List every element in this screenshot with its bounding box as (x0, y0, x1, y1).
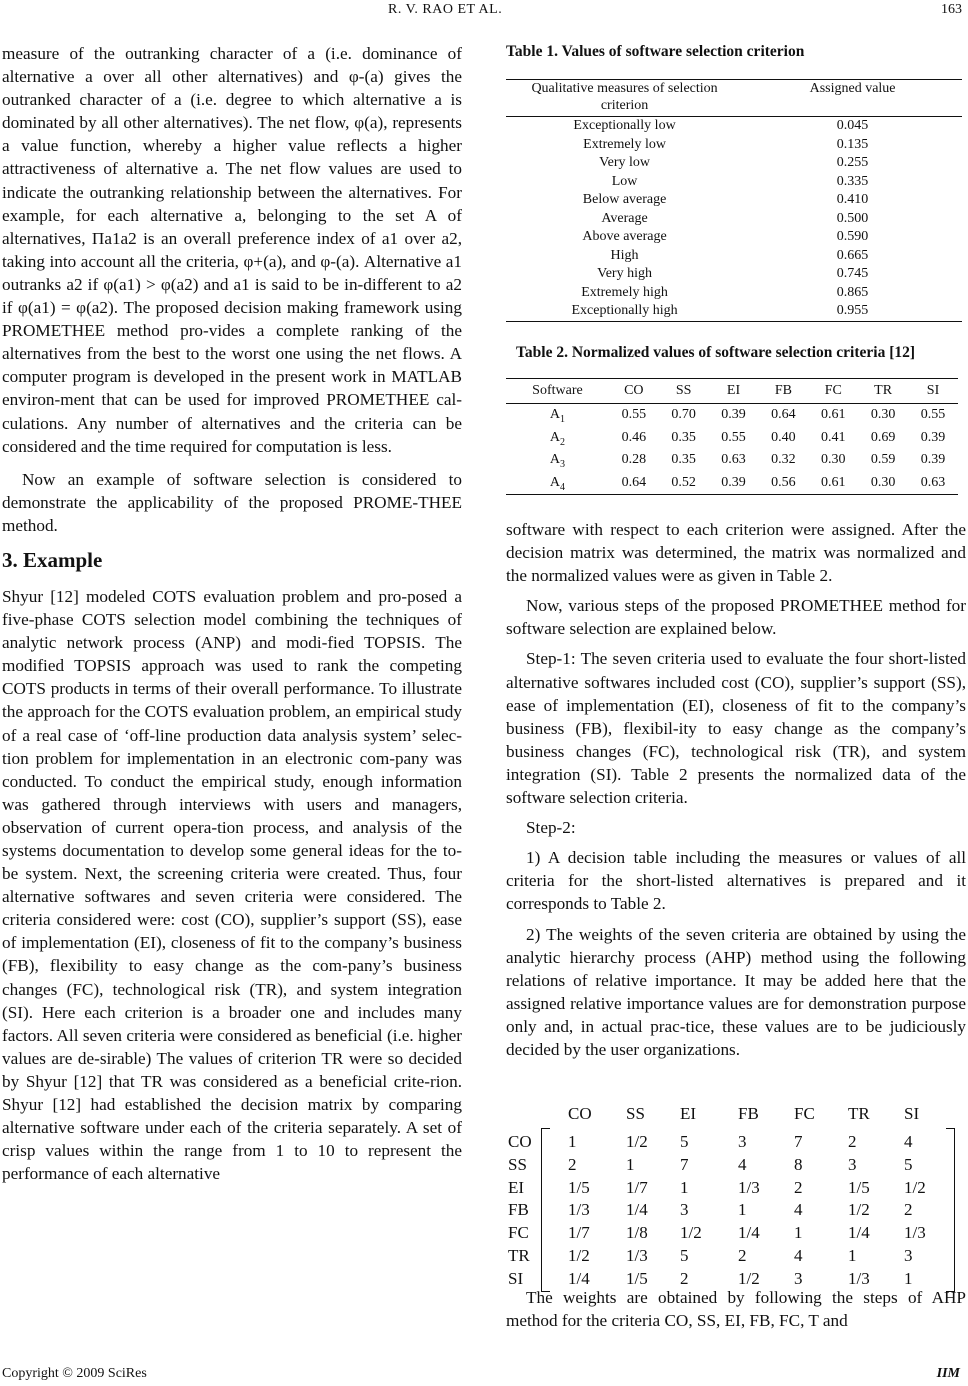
matrix-column-label: EI (680, 1104, 697, 1123)
matrix-cell: 1/2 (680, 1223, 702, 1243)
matrix-cell: 1/2 (738, 1268, 760, 1288)
matrix-cell: 5 (680, 1132, 689, 1151)
matrix-column-label: SS (626, 1104, 645, 1123)
table2-header-cell: CO (624, 383, 644, 398)
journal-abbrev: IIM (936, 1366, 960, 1381)
matrix-cell: 1/7 (626, 1177, 648, 1197)
table1-measure-cell: Very low (599, 155, 651, 170)
table2-value-cell: 0.63 (920, 474, 946, 490)
matrix-cell: 5 (904, 1154, 913, 1174)
matrix-cell: 1/4 (568, 1268, 590, 1288)
table2-header-cell: SI (926, 383, 940, 398)
matrix-cell: 1 (680, 1177, 689, 1197)
table2-value-cell: 0.59 (870, 452, 896, 468)
table1-row (506, 191, 962, 210)
table2-caption: Table 2. Normalized values of software selection criteria [12] (516, 344, 916, 361)
table1-row (506, 302, 962, 321)
table2-value-cell: 0.39 (920, 452, 946, 468)
table2-row (506, 472, 958, 495)
table2-row (506, 449, 958, 472)
table1-value-cell: 0.255 (836, 155, 869, 170)
matrix-cell: 7 (794, 1132, 803, 1151)
table2-value-cell: 0.30 (870, 407, 896, 423)
right-paragraph-3: Step-1: The seven criteria used to evaluate the four short-listed alternative softwares included cost (CO), supplier’s support (SS), ease of implementation (EI), closeness of fit to the company’s business (FB), flexibil-ity to easy change as the company’s business changes (FC), technological risk (TR), and system integration (SI). Table 2 presents the normalized data of the software selection criteria. (506, 649, 966, 808)
table2-value-cell: 0.70 (671, 407, 696, 423)
table2 (506, 378, 958, 495)
table2-value-cell: 0.39 (721, 474, 746, 490)
right-column-tail (506, 1286, 966, 1332)
matrix-row-label: CO (508, 1132, 532, 1151)
matrix-cell: 4 (794, 1246, 803, 1265)
matrix-column-label: FC (794, 1104, 815, 1123)
table1-row (506, 173, 962, 192)
matrix-column-label: SI (904, 1104, 920, 1123)
matrix-cell: 1/2 (568, 1246, 590, 1265)
page-number: 163 (941, 2, 962, 17)
running-header (0, 0, 968, 26)
matrix-cell: 1 (626, 1154, 635, 1174)
matrix-cell: 1/4 (626, 1200, 648, 1220)
matrix-cell: 1/3 (848, 1268, 870, 1288)
matrix-cell: 4 (904, 1132, 913, 1151)
matrix-cell: 1/5 (626, 1268, 648, 1288)
table1-value-cell: 0.955 (836, 303, 869, 318)
matrix-row-label: EI (508, 1177, 525, 1197)
matrix-column-label: TR (848, 1104, 870, 1123)
table1-measure-cell: Exceptionally low (573, 118, 676, 133)
table2-value-cell: 0.46 (621, 429, 647, 445)
table1-measure-cell: Exceptionally high (571, 303, 678, 318)
table1-row (506, 136, 962, 155)
right-paragraph-6: 2) The weights of the seven criteria are obtained by using the analytic hierarchy process (AHP) method using the following relations of relative importance. It may be added here that the assigned relative importance values are for demonstration purpose only and, in actual prac-tice, these values are to be judiciously decided by the user organizations. (506, 924, 966, 1059)
table2-header-row (506, 379, 958, 404)
table1-measure-cell: Below average (582, 192, 667, 207)
right-paragraph-7: The weights are obtained by following the steps of AHP method for the criteria CO, SS, EI, FB, FC, T and (506, 1288, 966, 1331)
matrix-cell: 2 (568, 1154, 577, 1174)
matrix-cell: 1/8 (626, 1223, 648, 1243)
table2-value-cell: 0.35 (671, 429, 696, 445)
table2-header-cell: EI (726, 383, 741, 398)
matrix-cell: 1/7 (568, 1223, 590, 1243)
table2-value-cell: 0.55 (621, 407, 647, 423)
table1-measure-cell: Extremely low (583, 136, 666, 152)
matrix-cell: 1/2 (848, 1200, 870, 1220)
table2-alternative-cell: $A_2$ (549, 429, 565, 448)
matrix-cell: 1/2 (904, 1177, 926, 1197)
table1-row (506, 117, 962, 136)
matrix-cell: 1/2 (626, 1132, 648, 1151)
matrix-cell: 4 (738, 1154, 747, 1174)
matrix-cell: 3 (738, 1132, 747, 1151)
right-paragraph-2: Now, various steps of the proposed PROMETHEE method for software selection are explained below. (506, 596, 966, 639)
matrix-cell: 2 (794, 1177, 803, 1197)
table1-caption: Table 1. Values of software selection criterion (506, 43, 805, 60)
table1-measure-cell: Very high (597, 266, 652, 281)
table2-value-cell: 0.39 (920, 429, 946, 445)
table2-header-cell: Software (532, 383, 583, 398)
table1-measure-cell: Extremely high (581, 284, 668, 300)
table1-measure-cell: Average (601, 210, 648, 226)
matrix-column-label: FB (738, 1104, 759, 1123)
matrix-cell: 4 (794, 1200, 803, 1220)
matrix-cell: 2 (680, 1268, 689, 1288)
table2-value-cell: 0.55 (721, 429, 746, 445)
table1-value-cell: 0.135 (836, 136, 869, 152)
left-paragraph-2: Now an example of software selection is considered to demonstrate the applicability of the proposed PROME-THEE method. (2, 469, 462, 535)
table1-row (506, 265, 962, 284)
left-paragraph-3: Shyur [12] modeled COTS evaluation problem and pro-posed a five-phase COTS selection model combining the techniques of analytic network process (ANP) and modi-fied TOPSIS. The modified TOPSIS approach was used to rank the competing COTS products in terms of their overall performance. To illustrate the approach for the COTS evaluation problem, an empirical study of a real case of ‘off-line production data analysis system’ selec-tion problem for implementation in an electronic com-pany was conducted. To conduct the empirical study, enough information was gathered through interviews with users and managers, observation of current opera-tion process, and analysis of the systems documentation to develop some general ideas for the to-be system. Next, the screening criteria were created. Thus, four alternative softwares and seven criteria were considered. The criteria considered were: cost (CO), supplier’s support (SS), ease of implementation (EI), closeness of fit to the company’s business (FB), flexibility to easy change as the com-pany’s business changes (FC), technological risk (TR), and system integration (SI). Here each criterion is a broader one and includes many factors. All seven criteria were considered as beneficial (i.e. higher values are de-sirable) The values of criterion TR were so decided by Shyur [12] that TR was considered as a beneficial crite-rion. Shyur [12] had established the decision matrix by comparing alternative software under each of the criteria separately. A set of crisp values within the range from 1 to 10 to represent the performance of each alternative (2, 586, 462, 1184)
table1-measure-cell: High (610, 247, 639, 263)
matrix-cell: 8 (794, 1154, 803, 1174)
table2-value-cell: 0.35 (671, 452, 696, 468)
table2-value-cell: 0.63 (721, 452, 746, 468)
matrix-cell: 3 (680, 1200, 689, 1220)
table1-value-cell: 0.865 (836, 284, 869, 300)
copyright-text: Copyright © 2009 SciRes (2, 1366, 147, 1381)
matrix-cell: 1/4 (848, 1223, 870, 1243)
table2-row (506, 427, 958, 450)
table2-row (506, 404, 958, 427)
table1-row (506, 228, 962, 247)
table2-value-cell: 0.40 (771, 429, 796, 445)
section-heading: 3. Example (2, 547, 103, 572)
table1-value-cell: 0.335 (836, 173, 869, 189)
table2-header-cell: FB (774, 383, 792, 398)
table1-row (506, 247, 962, 266)
table1-header-value: Assigned value (809, 81, 896, 96)
table2-header-cell: TR (874, 383, 893, 398)
table2-alternative-cell: $A_3$ (549, 452, 565, 471)
table1-value-cell: 0.045 (836, 118, 869, 133)
table2-value-cell: 0.55 (920, 407, 946, 423)
table2-alternative-cell: $A_4$ (549, 474, 565, 493)
table2-value-cell: 0.64 (621, 474, 647, 490)
table2-value-cell: 0.52 (671, 474, 696, 490)
matrix-right-bracket (946, 1128, 955, 1292)
table1-value-cell: 0.500 (836, 210, 869, 226)
table1-measure-cell: Above average (582, 229, 667, 244)
right-paragraph-5: 1) A decision table including the measures or values of all criteria for the short-listed alternatives is prepared and it corresponds to Table 2. (506, 848, 966, 914)
right-column (506, 518, 966, 1061)
table1-value-cell: 0.410 (836, 192, 869, 207)
matrix-cell: 1/5 (848, 1177, 870, 1197)
matrix-cell: 1 (738, 1200, 747, 1220)
table1-value-cell: 0.665 (836, 247, 869, 263)
matrix-cell: 3 (794, 1268, 803, 1288)
matrix-column-label: CO (568, 1104, 592, 1123)
matrix-left-bracket (541, 1128, 550, 1292)
table1-header-row (506, 80, 962, 117)
matrix-cell: 1/4 (738, 1223, 760, 1243)
matrix-cell: 7 (680, 1154, 689, 1174)
matrix-cell: 1/3 (626, 1246, 648, 1265)
table1 (506, 79, 962, 322)
table1-value-cell: 0.745 (836, 266, 869, 281)
table2-value-cell: 0.32 (771, 452, 796, 468)
table2-alternative-cell: $A_1$ (549, 407, 565, 426)
table2-header-cell: FC (824, 383, 842, 398)
table1-header-measure: Qualitative measures of selection criterion (531, 81, 718, 113)
matrix-cell: 1/3 (738, 1177, 760, 1197)
matrix-cell: 3 (848, 1154, 857, 1174)
table2-value-cell: 0.56 (771, 474, 796, 490)
matrix-cell: 3 (904, 1246, 913, 1265)
table2-value-cell: 0.30 (870, 474, 896, 490)
table2-value-cell: 0.30 (821, 452, 846, 468)
left-column (2, 42, 462, 1185)
table1-measure-cell: Low (611, 173, 638, 189)
matrix-row-label: FC (508, 1223, 529, 1243)
matrix-row-label: SI (508, 1268, 524, 1288)
running-head-authors: R. V. RAO ET AL. (388, 2, 503, 17)
matrix-cell: 2 (848, 1132, 857, 1151)
table2-value-cell: 0.28 (621, 452, 647, 468)
matrix-cell: 1 (568, 1132, 577, 1151)
table2-value-cell: 0.69 (870, 429, 896, 445)
matrix-cell: 1 (848, 1246, 857, 1265)
table1-row (506, 284, 962, 303)
matrix-row-label: SS (508, 1154, 527, 1174)
matrix-cell: 5 (680, 1246, 689, 1265)
table2-value-cell: 0.61 (821, 474, 846, 490)
matrix-cell: 1/5 (568, 1177, 590, 1197)
right-paragraph-4: Step-2: (526, 818, 576, 838)
matrix-row-label: TR (508, 1246, 530, 1265)
table1-value-cell: 0.590 (836, 229, 869, 244)
table2-header-cell: SS (675, 383, 692, 398)
matrix-row-label: FB (508, 1200, 529, 1220)
matrix-cell: 1/3 (904, 1223, 926, 1243)
page-footer (2, 1366, 964, 1382)
left-paragraph-1: measure of the outranking character of a (i.e. dominance of alternative a over all other alternatives) and φ-(a) gives the outranked character of a (i.e. degree to which alternative a is dominated by all other alternatives). The net flow, φ(a), represents a value function, whereby a higher value reflects a higher attractiveness of alternative a. The net flow values are used to indicate the outranking relationship between the alternatives. For example, for each alternative a, belonging to the set A of alternatives, Πa1a2 is an overall preference index of a1 over a2, taking into account all the criteria, φ+(a), and φ-(a). Alternative a1 outranks a2 if φ(a1) > φ(a2) and a1 is said to be in-different to a2 if φ(a1) = φ(a2). The proposed decision making framework using PROMETHEE method pro-vides a complete ranking of the alternatives from the best to the worst one using the net flows. A computer program is developed in the present work in MATLAB environ-ment that can be used for improved PROMETHEE cal-culations. Any number of alternatives and the criteria can be considered and the time required for computation is less. (2, 44, 462, 456)
table1-row (506, 154, 962, 173)
matrix-cell: 2 (738, 1246, 747, 1265)
matrix-cell: 2 (904, 1200, 913, 1220)
matrix-cell: 1/3 (568, 1200, 590, 1220)
table1-row (506, 210, 962, 229)
matrix-cell: 1 (904, 1268, 913, 1288)
table2-value-cell: 0.39 (721, 407, 746, 423)
table2-value-cell: 0.61 (821, 407, 846, 423)
table2-value-cell: 0.41 (821, 429, 846, 445)
table2-value-cell: 0.64 (771, 407, 796, 423)
right-paragraph-1: software with respect to each criterion were assigned. After the decision matrix was determined, the matrix was normalized and the normalized values were as given in Table 2. (506, 520, 966, 586)
matrix-cell: 1 (794, 1223, 803, 1243)
